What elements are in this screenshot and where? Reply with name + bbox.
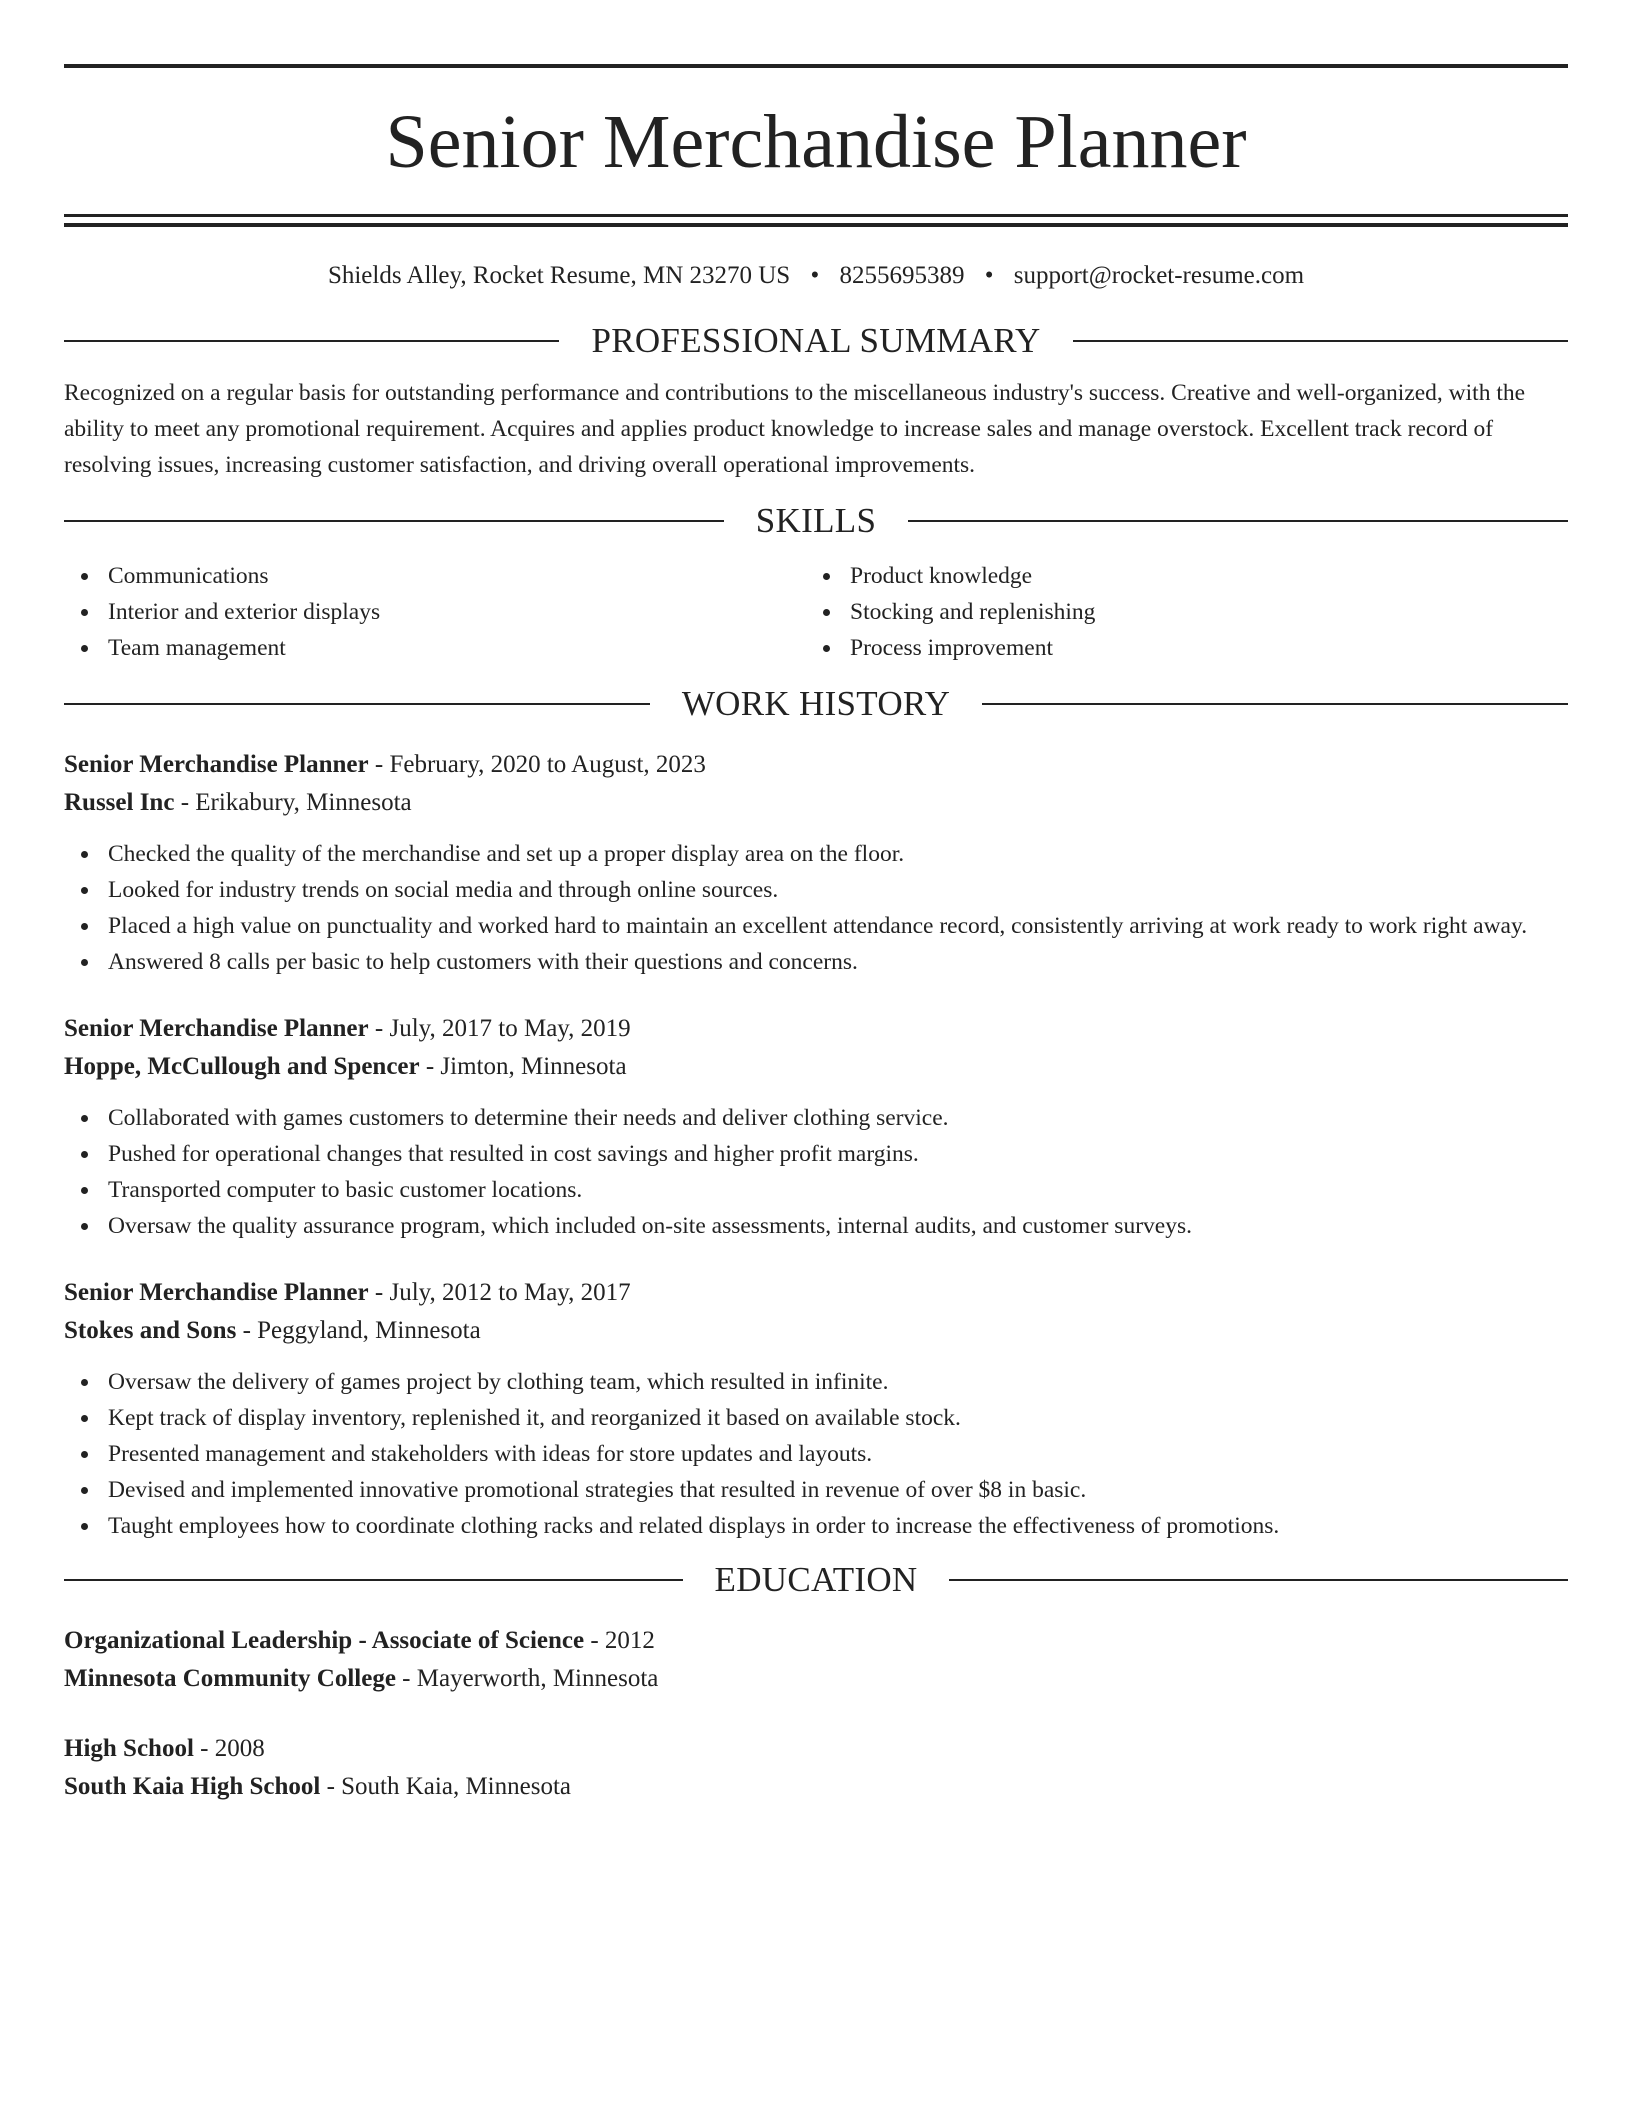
- job-bullets: [64, 1364, 1568, 1544]
- skills-list: [64, 558, 1568, 666]
- job-bullets: [64, 1100, 1568, 1244]
- degree-name: High School: [64, 1735, 194, 1762]
- list-item: Presented management and stakeholders with ideas for store updates and layouts.: [108, 1436, 1568, 1472]
- list-item: Transported computer to basic customer locations.: [108, 1172, 1568, 1208]
- divider-line: [949, 1579, 1568, 1581]
- education-section-heading: [64, 1560, 1568, 1600]
- company-name: Stokes and Sons: [64, 1317, 237, 1344]
- job-location: - Erikabury, Minnesota: [174, 789, 412, 816]
- top-rule: [64, 64, 1568, 68]
- section-title: WORK HISTORY: [681, 684, 951, 723]
- job-dates: - February, 2020 to August, 2023: [368, 751, 706, 778]
- company-name: Russel Inc: [64, 789, 175, 816]
- job-company-line: [64, 784, 1568, 822]
- job-entry: [64, 1010, 1568, 1244]
- phone: 8255695389: [839, 262, 965, 289]
- list-item: Taught employees how to coordinate clothing racks and related displays in order to increase the effectiveness of promotions.: [108, 1508, 1568, 1544]
- list-item: Kept track of display inventory, replenished it, and reorganized it based on available stock.: [108, 1400, 1568, 1436]
- school-location: - South Kaia, Minnesota: [320, 1773, 571, 1800]
- skill-item: Interior and exterior displays: [108, 594, 806, 630]
- school-name: Minnesota Community College: [64, 1665, 396, 1692]
- job-title-line: [64, 1010, 1568, 1048]
- summary-section-heading: [64, 321, 1568, 361]
- list-item: Checked the quality of the merchandise and set up a proper display area on the floor.: [108, 836, 1568, 872]
- school-line: [64, 1660, 1568, 1698]
- list-item: Collaborated with games customers to determine their needs and deliver clothing service.: [108, 1100, 1568, 1136]
- skill-item: Communications: [108, 558, 806, 594]
- email: support@rocket-resume.com: [1013, 262, 1305, 289]
- job-title: Senior Merchandise Planner: [64, 751, 369, 778]
- degree-name: Organizational Leadership - Associate of Science: [64, 1627, 585, 1654]
- section-title: PROFESSIONAL SUMMARY: [591, 321, 1041, 360]
- contact-separator: •: [810, 262, 820, 289]
- list-item: Oversaw the delivery of games project by clothing team, which resulted in infinite.: [108, 1364, 1568, 1400]
- page-title: Senior Merchandise Planner: [385, 100, 1247, 184]
- divider-line: [64, 340, 559, 342]
- job-title: Senior Merchandise Planner: [64, 1015, 369, 1042]
- list-item: Answered 8 calls per basic to help customers with their questions and concerns.: [108, 944, 1568, 980]
- skills-column-left: [64, 558, 806, 666]
- degree-line: [64, 1622, 1568, 1660]
- divider-line: [64, 703, 650, 705]
- job-entry: [64, 1274, 1568, 1544]
- skill-item: Product knowledge: [850, 558, 1548, 594]
- job-title-line: [64, 746, 1568, 784]
- list-item: Devised and implemented innovative promotional strategies that resulted in revenue of over $8 in basic.: [108, 1472, 1568, 1508]
- job-entry: [64, 746, 1568, 980]
- list-item: Placed a high value on punctuality and worked hard to maintain an excellent attendance record, consistently arriving at work ready to work right away.: [108, 908, 1568, 944]
- divider-line: [64, 1579, 683, 1581]
- resume-page: [64, 64, 1568, 1806]
- summary-text: Recognized on a regular basis for outstanding performance and contributions to the miscellaneous industry's success. Creative and well-organized, with the ability to meet any promotional requirement. Acquires and applies product knowledge to increase sales and manage overstock. Excellent track record of resolving issues, increasing customer satisfaction, and driving overall operational improvements.: [64, 380, 1526, 478]
- list-item: Pushed for operational changes that resulted in cost savings and higher profit margins.: [108, 1136, 1568, 1172]
- list-item: Oversaw the quality assurance program, which included on-site assessments, internal audits, and customer surveys.: [108, 1208, 1568, 1244]
- job-title: Senior Merchandise Planner: [64, 1279, 369, 1306]
- divider-line: [64, 520, 724, 522]
- skill-item: Stocking and replenishing: [850, 594, 1548, 630]
- job-title-line: [64, 1274, 1568, 1312]
- section-title: SKILLS: [755, 501, 877, 540]
- skill-item: Team management: [108, 630, 806, 666]
- job-location: - Jimton, Minnesota: [419, 1053, 627, 1080]
- title-double-rule: [64, 214, 1568, 227]
- degree-line: [64, 1730, 1568, 1768]
- work-section-heading: [64, 684, 1568, 724]
- job-bullets: [64, 836, 1568, 980]
- company-name: Hoppe, McCullough and Spencer: [64, 1053, 420, 1080]
- school-line: [64, 1768, 1568, 1806]
- section-title: EDUCATION: [714, 1560, 918, 1599]
- job-dates: - July, 2017 to May, 2019: [368, 1015, 631, 1042]
- job-dates: - July, 2012 to May, 2017: [368, 1279, 631, 1306]
- degree-year: - 2012: [584, 1627, 655, 1654]
- contact-line: [64, 261, 1568, 291]
- degree-year: - 2008: [193, 1735, 265, 1762]
- education-entry: [64, 1730, 1568, 1806]
- skill-item: Process improvement: [850, 630, 1548, 666]
- address: Shields Alley, Rocket Resume, MN 23270 US: [327, 262, 791, 289]
- job-company-line: [64, 1048, 1568, 1086]
- school-name: South Kaia High School: [64, 1773, 321, 1800]
- skills-column-right: [806, 558, 1548, 666]
- education-entry: [64, 1622, 1568, 1698]
- job-location: - Peggyland, Minnesota: [236, 1317, 481, 1344]
- job-company-line: [64, 1312, 1568, 1350]
- divider-line: [1073, 340, 1568, 342]
- divider-line: [908, 520, 1568, 522]
- divider-line: [982, 703, 1568, 705]
- skills-section-heading: [64, 501, 1568, 541]
- contact-separator: •: [984, 262, 994, 289]
- list-item: Looked for industry trends on social media and through online sources.: [108, 872, 1568, 908]
- school-location: - Mayerworth, Minnesota: [395, 1665, 659, 1692]
